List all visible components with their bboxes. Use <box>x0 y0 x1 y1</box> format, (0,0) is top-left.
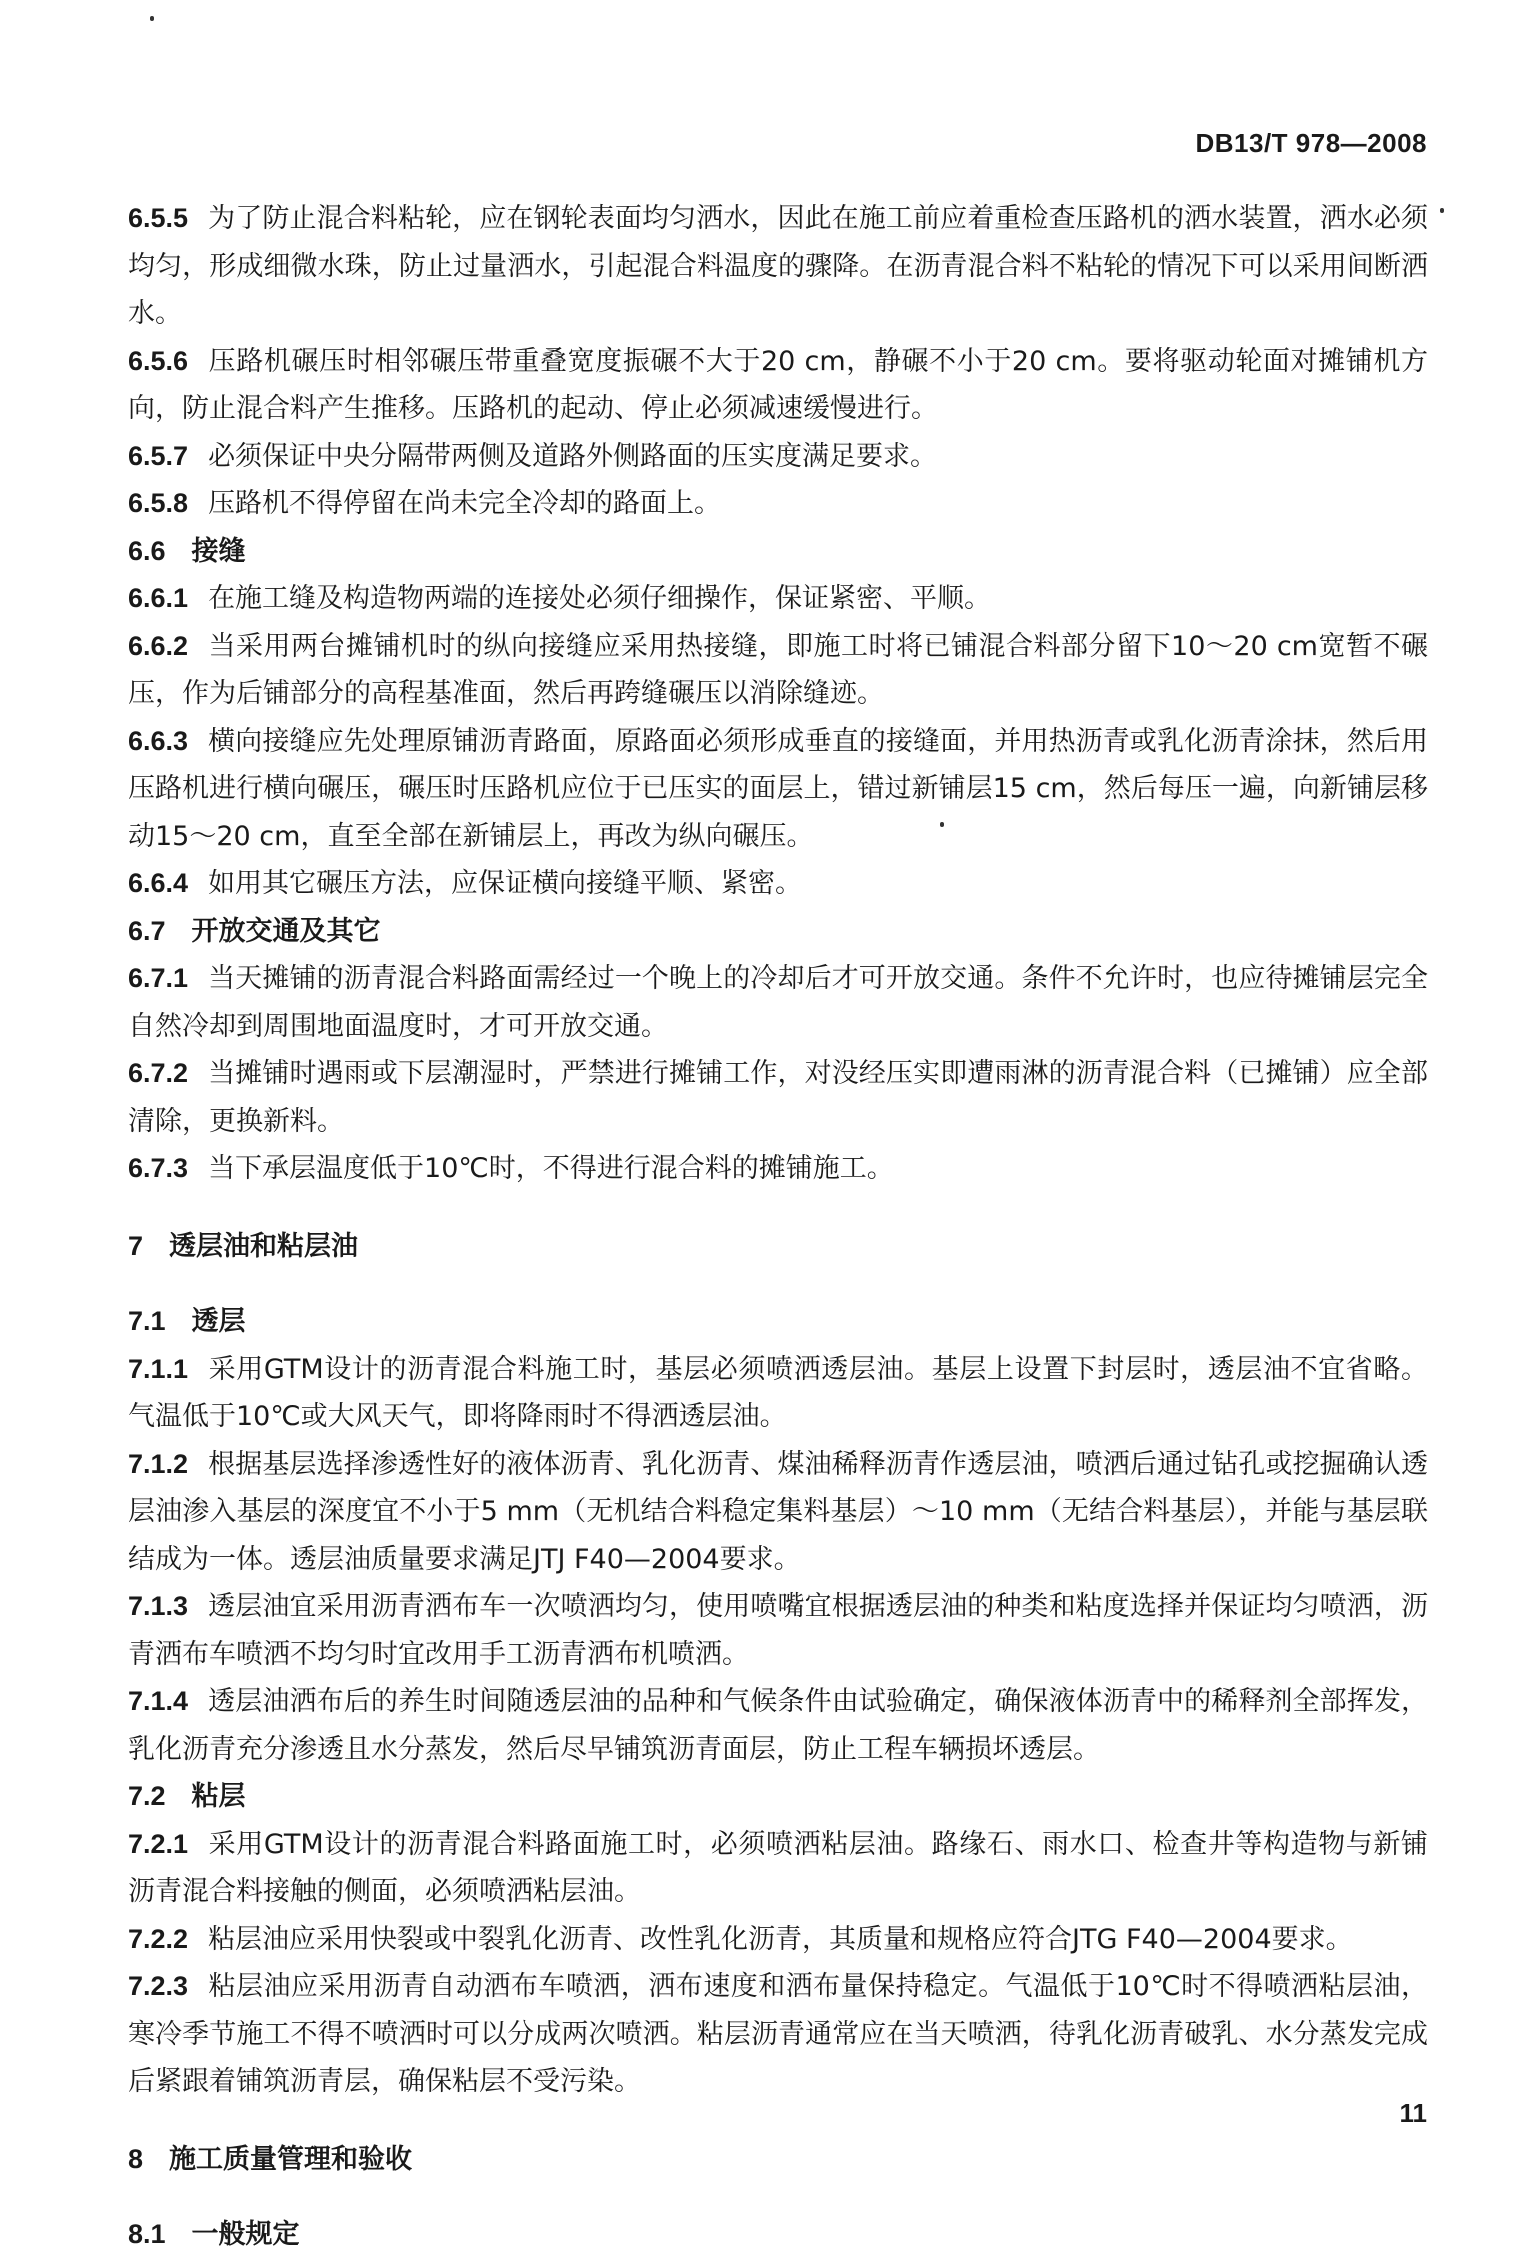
clause-number: 6.6 <box>128 535 166 566</box>
clause-paragraph <box>128 1963 1428 2106</box>
clause-number: 7.1.2 <box>128 1448 189 1479</box>
clause-paragraph <box>128 1583 1428 1678</box>
clause-number: 7.1 <box>128 1306 166 1336</box>
clause-text: 粘层 <box>191 1781 246 1812</box>
clause-paragraph <box>128 1441 1428 1584</box>
clause-paragraph <box>128 1145 1428 1193</box>
clause-number: 8.1 <box>128 2219 166 2249</box>
standard-code: DB13/T 978—2008 <box>1195 128 1427 158</box>
clause-text: 根据基层选择渗透性好的液体沥青、乳化沥青、煤油稀释沥青作透层油，喷洒后通过钻孔或挖掘确认透层油渗入基层的深度宜不小于5 mm（无机结合料稳定集料基层）～10 mm（无结合料基层），并能与基层联结成为一体。透层油质量要求满足JTJ F40—2004要求。 <box>128 1448 1428 1575</box>
clause-text: 在施工缝及构造物两端的连接处必须仔细操作，保证紧密、平顺。 <box>208 583 992 614</box>
clause-text: 采用GTM设计的沥青混合料路面施工时，必须喷洒粘层油。路缘石、雨水口、检查井等构造物与新铺沥青混合料接触的侧面，必须喷洒粘层油。 <box>128 1828 1428 1907</box>
clause-number: 6.7.1 <box>128 963 189 993</box>
clause-number: 6.5.6 <box>128 345 189 376</box>
clause-number: 7.2.3 <box>128 1971 189 2001</box>
clause-paragraph <box>128 1050 1428 1145</box>
clause-paragraph <box>128 718 1428 861</box>
clause-paragraph <box>128 575 1428 623</box>
clause-number: 6.7.2 <box>128 1058 189 1088</box>
clause-text: 当采用两台摊铺机时的纵向接缝应采用热接缝，即施工时将已铺混合料部分留下10～20 cm宽暂不碾压，作为后铺部分的高程基准面，然后再跨缝碾压以消除缝迹。 <box>128 630 1428 709</box>
clause-text: 必须保证中央分隔带两侧及道路外侧路面的压实度满足要求。 <box>208 440 938 472</box>
clause-paragraph <box>128 1678 1428 1773</box>
clause-number: 7.2.1 <box>128 1828 189 1859</box>
clause-paragraph <box>128 955 1428 1050</box>
clause-number: 6.5.8 <box>128 488 189 518</box>
clause-number: 8 <box>128 2143 144 2174</box>
document-body <box>128 195 1428 2259</box>
clause-number: 6.7 <box>128 915 166 946</box>
clause-text: 当摊铺时遇雨或下层潮湿时，严禁进行摊铺工作，对没经压实即遭雨淋的沥青混合料（已摊铺）应全部清除，更换新料。 <box>128 1058 1428 1137</box>
clause-text: 粘层油应采用沥青自动洒布车喷洒，洒布速度和洒布量保持稳定。气温低于10℃时不得喷洒粘层油，寒冷季节施工不得不喷洒时可以分成两次喷洒。粘层沥青通常应在当天喷洒，待乳化沥青破乳、水分蒸发完成后紧跟着铺筑沥青层，确保粘层不受污染。 <box>128 1971 1428 2097</box>
clause-number: 6.5.7 <box>128 440 189 471</box>
clause-text: 透层 <box>191 1306 246 1337</box>
page-number: 11 <box>1399 2098 1427 2128</box>
clause-text: 开放交通及其它 <box>191 915 381 947</box>
clause-paragraph <box>128 623 1428 718</box>
clause-number: 6.6.3 <box>128 725 189 756</box>
scan-speck <box>1440 208 1444 213</box>
clause-number: 7.2.2 <box>128 1923 189 1954</box>
clause-text: 透层油和粘层油 <box>169 1230 359 1262</box>
clause-text: 采用GTM设计的沥青混合料施工时，基层必须喷洒透层油。基层上设置下封层时，透层油不宜省略。气温低于10℃或大风天气，即将降雨时不得洒透层油。 <box>128 1353 1428 1432</box>
clause-text: 当天摊铺的沥青混合料路面需经过一个晚上的冷却后才可开放交通。条件不允许时，也应待摊铺层完全自然冷却到周围地面温度时，才可开放交通。 <box>128 963 1428 1042</box>
clause-text: 横向接缝应先处理原铺沥青路面，原路面必须形成垂直的接缝面，并用热沥青或乳化沥青涂抹，然后用压路机进行横向碾压，碾压时压路机应位于已压实的面层上，错过新铺层15 cm，然后每压一遍，向新铺层移动15～20 cm，直至全部在新铺层上，再改为纵向碾压。 <box>128 725 1428 852</box>
clause-text: 粘层油应采用快裂或中裂乳化沥青、改性乳化沥青，其质量和规格应符合JTG F40—2004要求。 <box>208 1923 1353 1955</box>
clause-number: 6.6.1 <box>128 583 189 613</box>
clause-paragraph <box>128 1916 1428 1964</box>
clause-text: 透层油宜采用沥青洒布车一次喷洒均匀，使用喷嘴宜根据透层油的种类和粘度选择并保证均匀喷洒，沥青洒布车喷洒不均匀时宜改用手工沥青洒布机喷洒。 <box>128 1591 1428 1670</box>
clause-number: 6.7.3 <box>128 1153 189 1183</box>
clause-text: 压路机碾压时相邻碾压带重叠宽度振碾不大于20 cm，静碾不小于20 cm。要将驱动轮面对摊铺机方向，防止混合料产生推移。压路机的起动、停止必须减速缓慢进行。 <box>128 345 1428 424</box>
clause-text: 接缝 <box>191 535 246 567</box>
clause-number: 6.6.4 <box>128 868 189 898</box>
clause-paragraph <box>128 1346 1428 1441</box>
clause-number: 7.2 <box>128 1781 166 1811</box>
clause-number: 7.1.1 <box>128 1353 189 1384</box>
clause-text: 施工质量管理和验收 <box>169 2143 413 2175</box>
section-heading <box>128 2136 1428 2184</box>
clause-number: 7.1.3 <box>128 1591 189 1621</box>
section-heading <box>128 1223 1428 1271</box>
clause-paragraph <box>128 480 1428 528</box>
clause-text: 压路机不得停留在尚未完全冷却的路面上。 <box>208 488 722 519</box>
subsection-heading <box>128 1298 1428 1346</box>
clause-text: 当下承层温度低于10℃时，不得进行混合料的摊铺施工。 <box>208 1153 894 1184</box>
subsection-heading <box>128 2211 1428 2259</box>
clause-paragraph <box>128 338 1428 433</box>
clause-text: 如用其它碾压方法，应保证横向接缝平顺、紧密。 <box>208 868 803 899</box>
subsection-heading <box>128 528 1428 576</box>
clause-paragraph <box>128 433 1428 481</box>
clause-number: 7.1.4 <box>128 1686 189 1716</box>
subsection-heading <box>128 1773 1428 1821</box>
clause-number: 6.6.2 <box>128 630 189 661</box>
scan-speck <box>150 16 154 21</box>
subsection-heading <box>128 908 1428 956</box>
clause-text: 透层油洒布后的养生时间随透层油的品种和气候条件由试验确定，确保液体沥青中的稀释剂全部挥发，乳化沥青充分渗透且水分蒸发，然后尽早铺筑沥青面层，防止工程车辆损坏透层。 <box>128 1686 1428 1765</box>
clause-number: 7 <box>128 1230 144 1261</box>
clause-paragraph <box>128 860 1428 908</box>
clause-paragraph <box>128 1821 1428 1916</box>
clause-paragraph <box>128 195 1428 338</box>
clause-text: 一般规定 <box>191 2219 300 2250</box>
clause-text: 为了防止混合料粘轮，应在钢轮表面均匀洒水，因此在施工前应着重检查压路机的洒水装置，洒水必须均匀，形成细微水珠，防止过量洒水，引起混合料温度的骤降。在沥青混合料不粘轮的情况下可以采用间断洒水。 <box>128 203 1428 329</box>
clause-number: 6.5.5 <box>128 203 189 233</box>
